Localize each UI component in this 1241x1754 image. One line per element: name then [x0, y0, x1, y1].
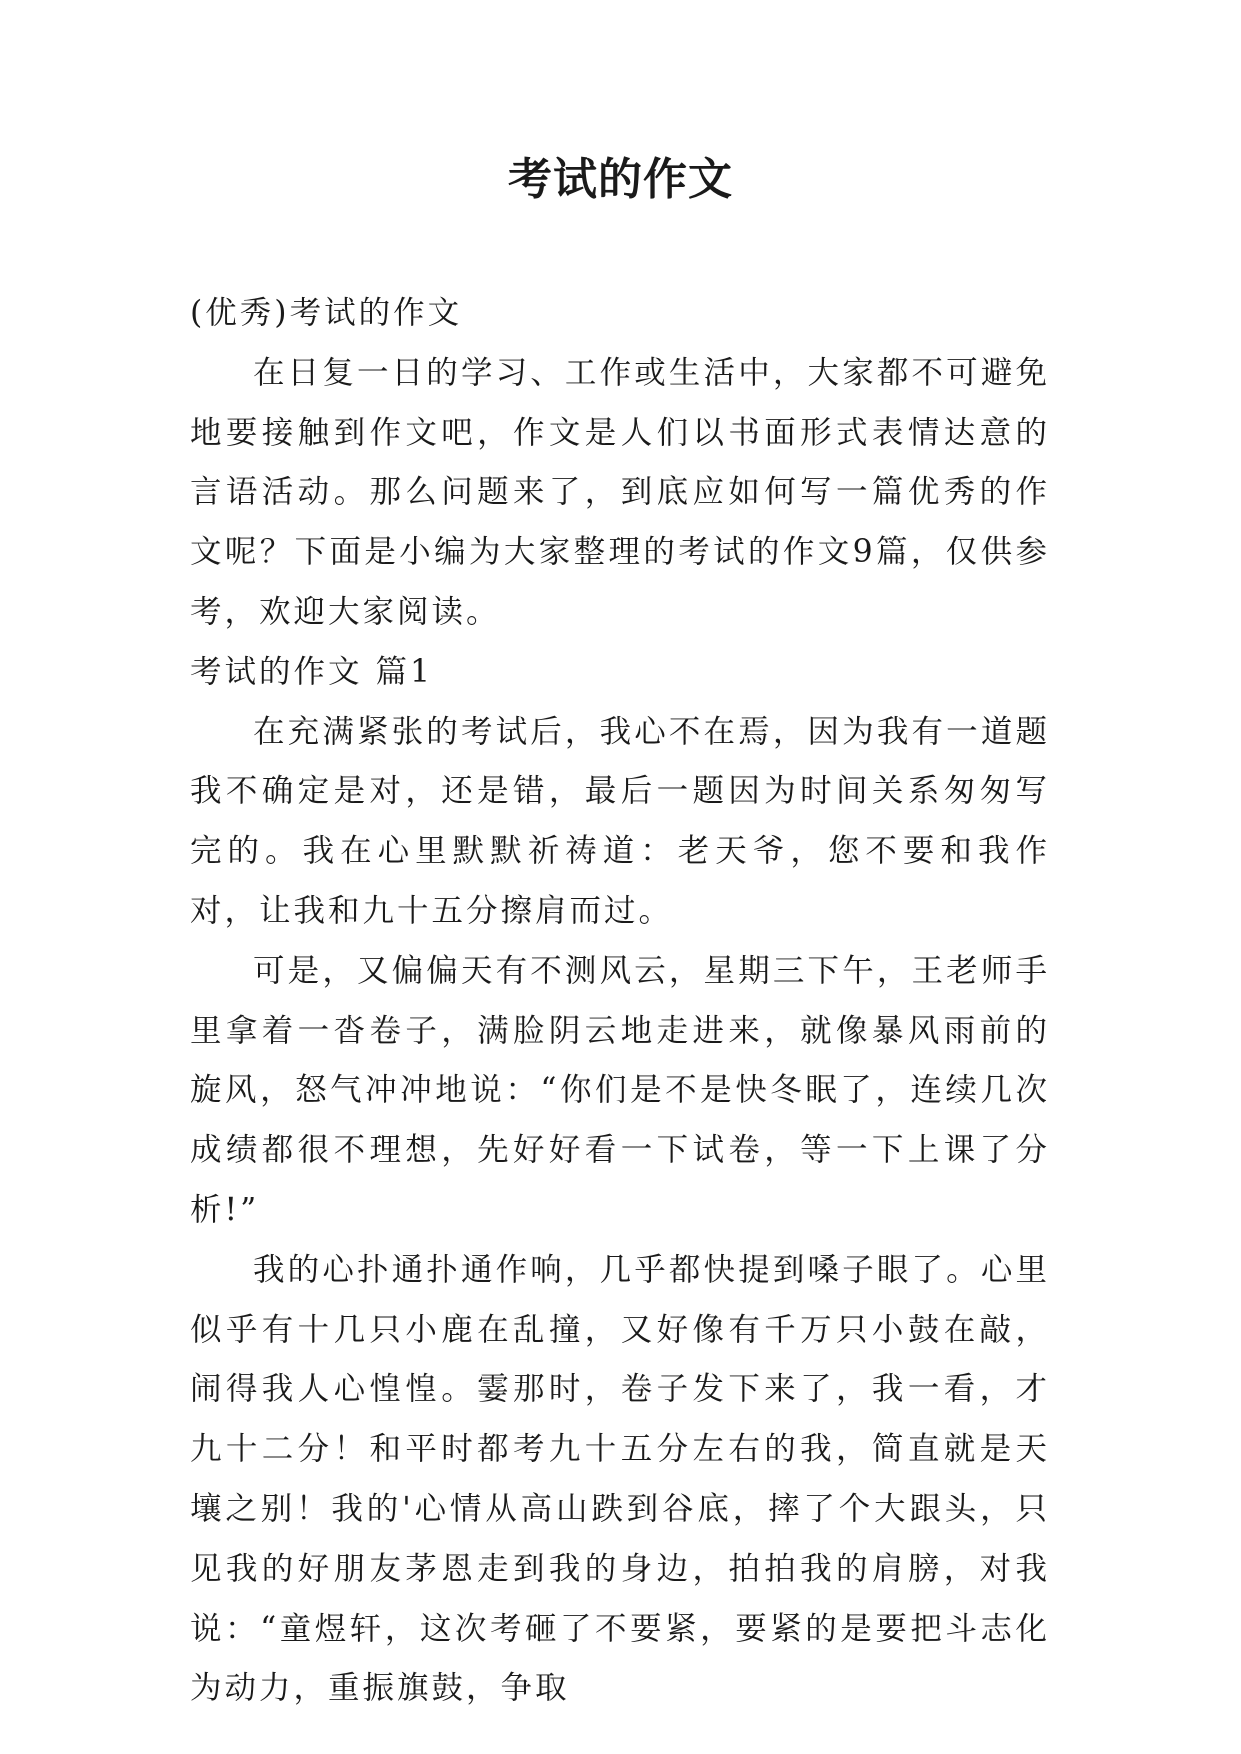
- intro-paragraph: 在日复一日的学习、工作或生活中，大家都不可避免地要接触到作文吧，作文是人们以书面形式表情达意的言语活动。那么问题来了，到底应如何写一篇优秀的作文呢？下面是小编为大家整理的考试的作文9篇，仅供参考，欢迎大家阅读。: [190, 354, 1050, 630]
- section-heading: 考试的作文 篇1: [190, 653, 434, 690]
- body-paragraph-3: 我的心扑通扑通作响，几乎都快提到嗓子眼了。心里似乎有十几只小鹿在乱撞，又好像有千万只小鼓在敲，闹得我人心惶惶。霎那时，卷子发下来了，我一看，才九十二分！和平时都考九十五分左右的我，简直就是天壤之别！我的'心情从高山跌到谷底，摔了个大跟头，只见我的好朋友茅恩走到我的身边，拍拍我的肩膀，对我说：“童煜轩，这次考砸了不要紧，要紧的是要把斗志化为动力，重振旗鼓，争取: [190, 1251, 1050, 1707]
- body-paragraph-2: 可是，又偏偏天有不测风云，星期三下午，王老师手里拿着一沓卷子，满脸阴云地走进来，就像暴风雨前的旋风，怒气冲冲地说：“你们是不是快冬眠了，连续几次成绩都很不理想，先好好看一下试卷，等一下上课了分析!”: [190, 952, 1050, 1228]
- body-paragraph-1: 在充满紧张的考试后，我心不在焉，因为我有一道题我不确定是对，还是错，最后一题因为时间关系匆匆写完的。我在心里默默祈祷道：老天爷，您不要和我作对，让我和九十五分擦肩而过。: [190, 713, 1050, 929]
- document-subtitle: (优秀)考试的作文: [190, 295, 463, 331]
- document-title: 考试的作文: [508, 154, 733, 205]
- document-body: [190, 284, 1050, 1719]
